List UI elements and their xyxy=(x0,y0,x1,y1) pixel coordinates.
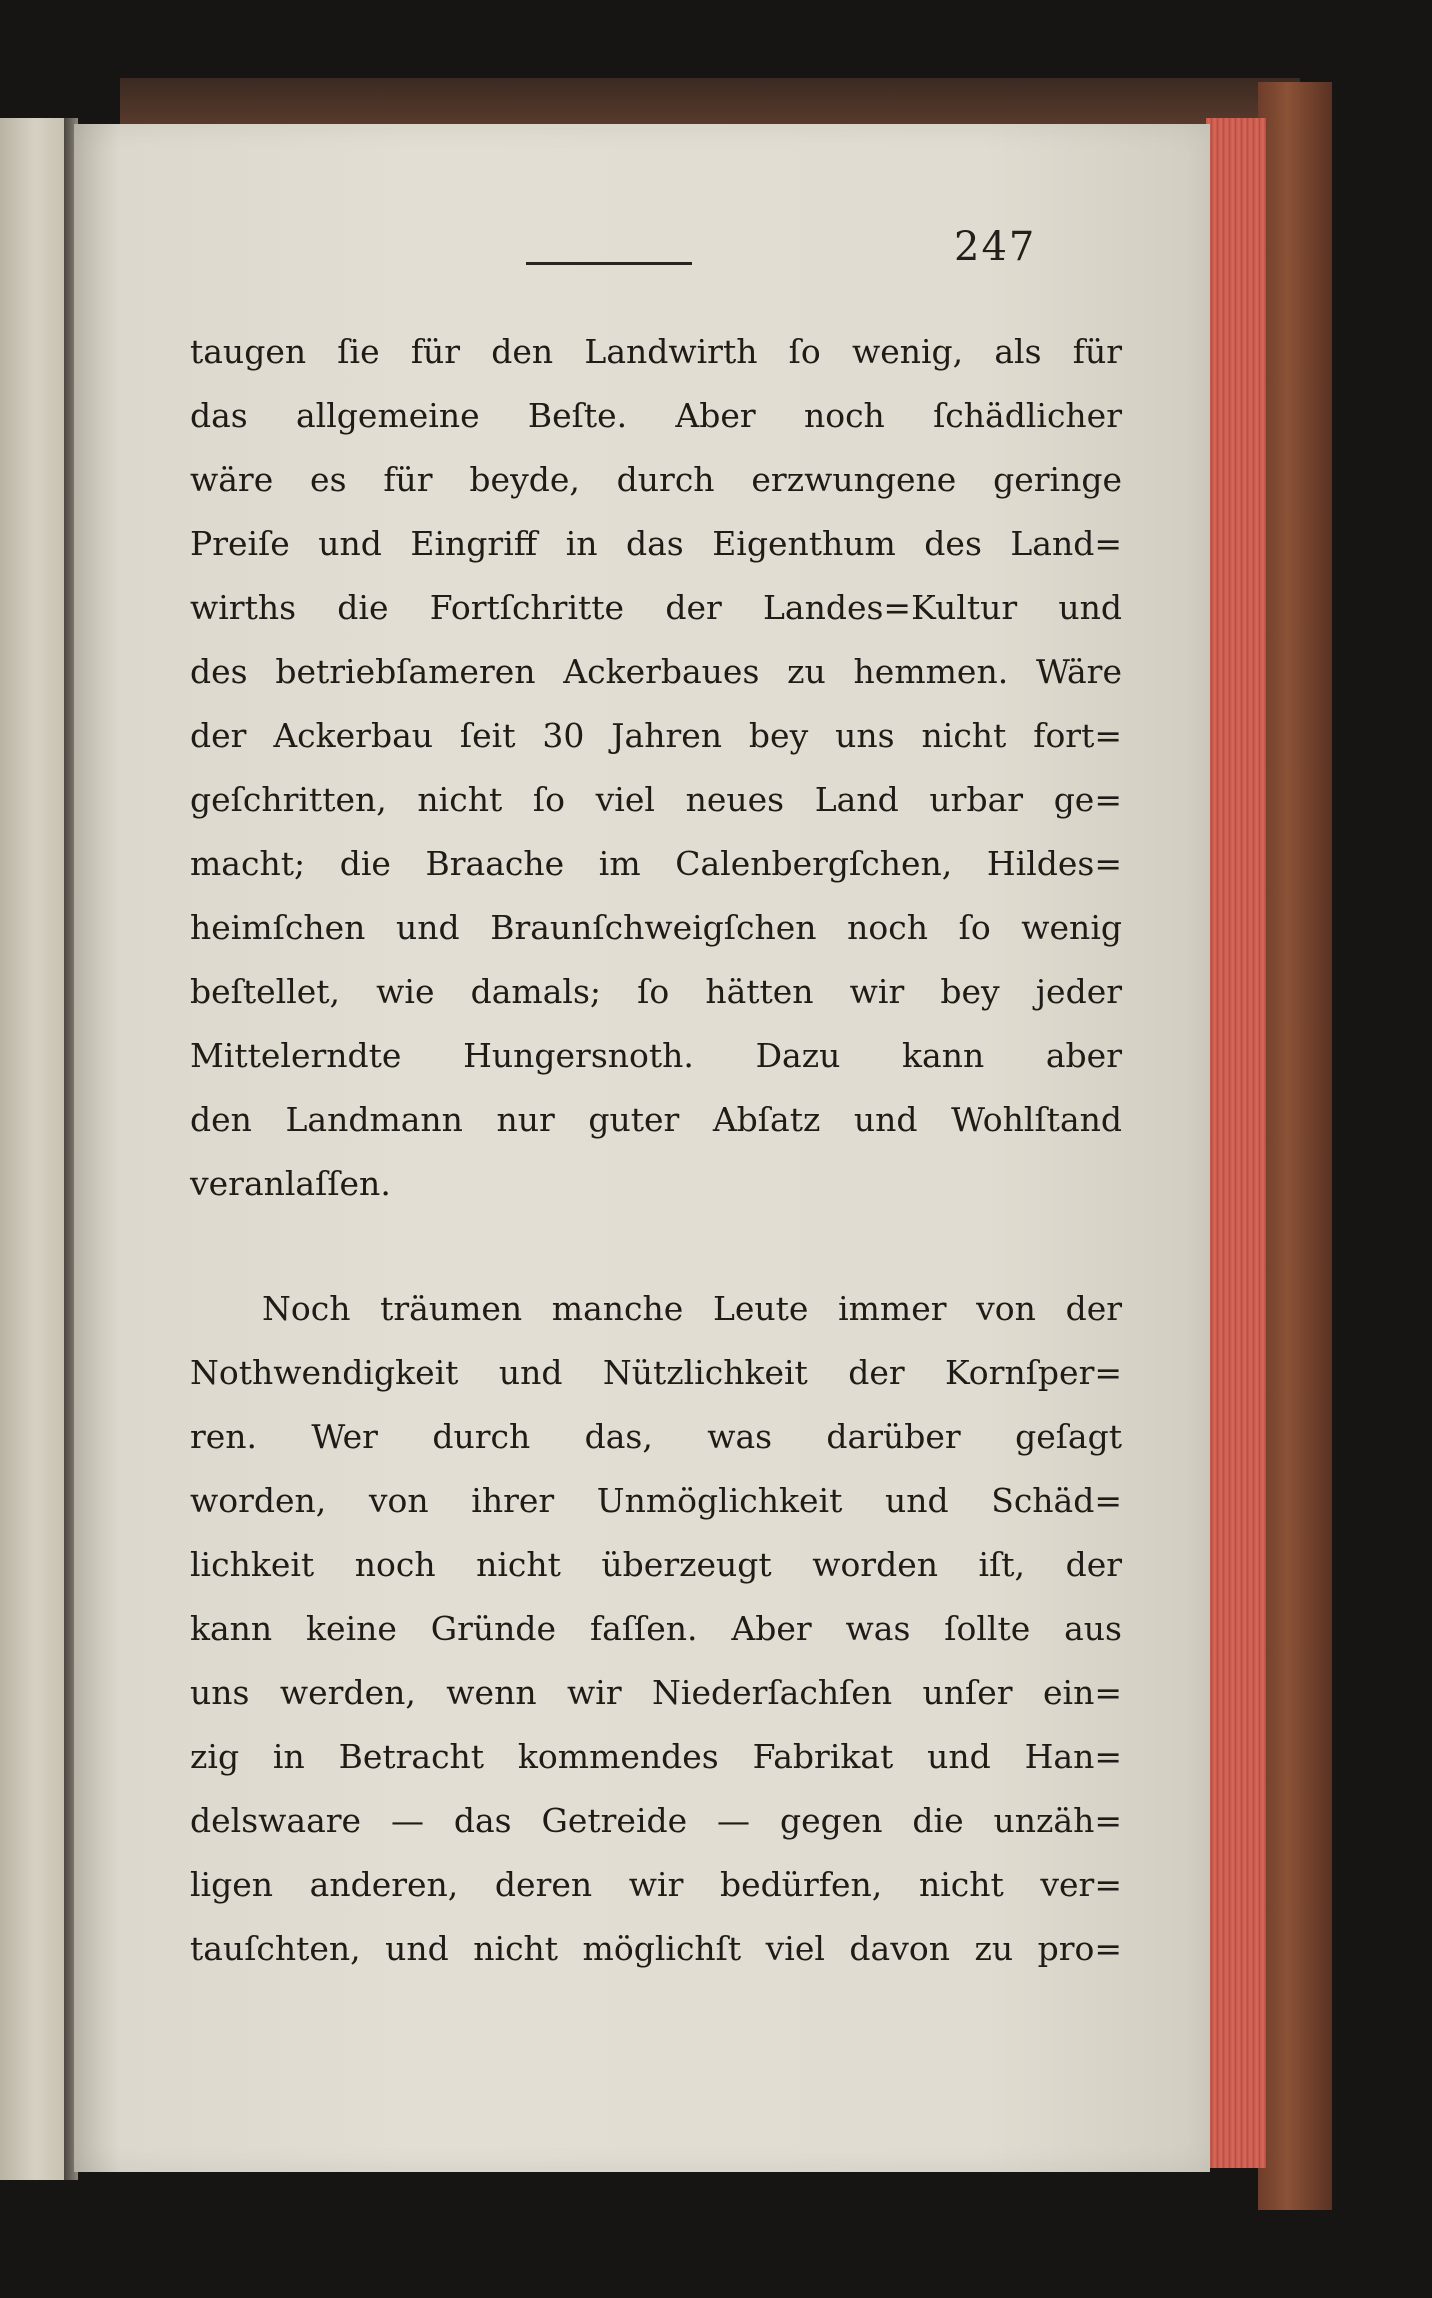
text-line: beſtellet, wie damals; ſo hätten wir bey jeder xyxy=(190,972,1122,1011)
text-line: wäre es für beyde, durch erzwungene geringe xyxy=(190,460,1122,499)
paragraph-gap xyxy=(190,1216,1122,1277)
book-page xyxy=(74,124,1210,2172)
text-line: heimſchen und Braunſchweigſchen noch ſo wenig xyxy=(190,908,1122,947)
text-line: Mittelerndte Hungersnoth. Dazu kann aber xyxy=(190,1036,1122,1075)
text-line: Noch träumen manche Leute immer von der xyxy=(262,1289,1122,1328)
text-line: taugen ſie für den Landwirth ſo wenig, als für xyxy=(190,332,1122,371)
text-line: ren. Wer durch das, was darüber geſagt xyxy=(190,1417,1122,1456)
text-line: den Landmann nur guter Abſatz und Wohlſtand xyxy=(190,1100,1122,1139)
text-line: uns werden, wenn wir Niederſachſen unſer ein= xyxy=(190,1673,1122,1712)
paragraph xyxy=(190,320,1122,1216)
text-line: das allgemeine Beſte. Aber noch ſchädlicher xyxy=(190,396,1122,435)
book-cover-edge xyxy=(1258,82,1332,2210)
text-line: veranlaſſen. xyxy=(190,1164,391,1203)
red-page-edges xyxy=(1206,118,1266,2168)
text-line: tauſchten, und nicht möglichſt viel davon zu pro= xyxy=(190,1929,1122,1968)
text-line: geſchritten, nicht ſo viel neues Land urbar ge= xyxy=(190,780,1122,819)
text-line: Nothwendigkeit und Nützlichkeit der Kornſper= xyxy=(190,1353,1122,1392)
text-line: wirths die Fortſchritte der Landes=Kultur und xyxy=(190,588,1122,627)
text-line: der Ackerbau ſeit 30 Jahren bey uns nicht fort= xyxy=(190,716,1122,755)
header-rule xyxy=(526,262,692,265)
text-line: worden, von ihrer Unmöglichkeit und Schäd= xyxy=(190,1481,1122,1520)
text-line: zig in Betracht kommendes Fabrikat und Han= xyxy=(190,1737,1122,1776)
text-line: lichkeit noch nicht überzeugt worden iſt, der xyxy=(190,1545,1122,1584)
text-line: des betriebſameren Ackerbaues zu hemmen. Wäre xyxy=(190,652,1122,691)
text-line: macht; die Braache im Calenbergſchen, Hildes= xyxy=(190,844,1122,883)
paragraph xyxy=(190,1277,1122,1981)
book-cover-top xyxy=(120,78,1300,128)
text-line: ligen anderen, deren wir bedürfen, nicht ver= xyxy=(190,1865,1122,1904)
text-line: delswaare — das Getreide — gegen die unzäh= xyxy=(190,1801,1122,1840)
body-text xyxy=(190,320,1122,1981)
page-number: 247 xyxy=(954,224,1037,270)
text-line: Preiſe und Eingriff in das Eigenthum des Land= xyxy=(190,524,1122,563)
text-line: kann keine Gründe faſſen. Aber was ſollte aus xyxy=(190,1609,1122,1648)
left-page-sliver xyxy=(0,118,66,2180)
